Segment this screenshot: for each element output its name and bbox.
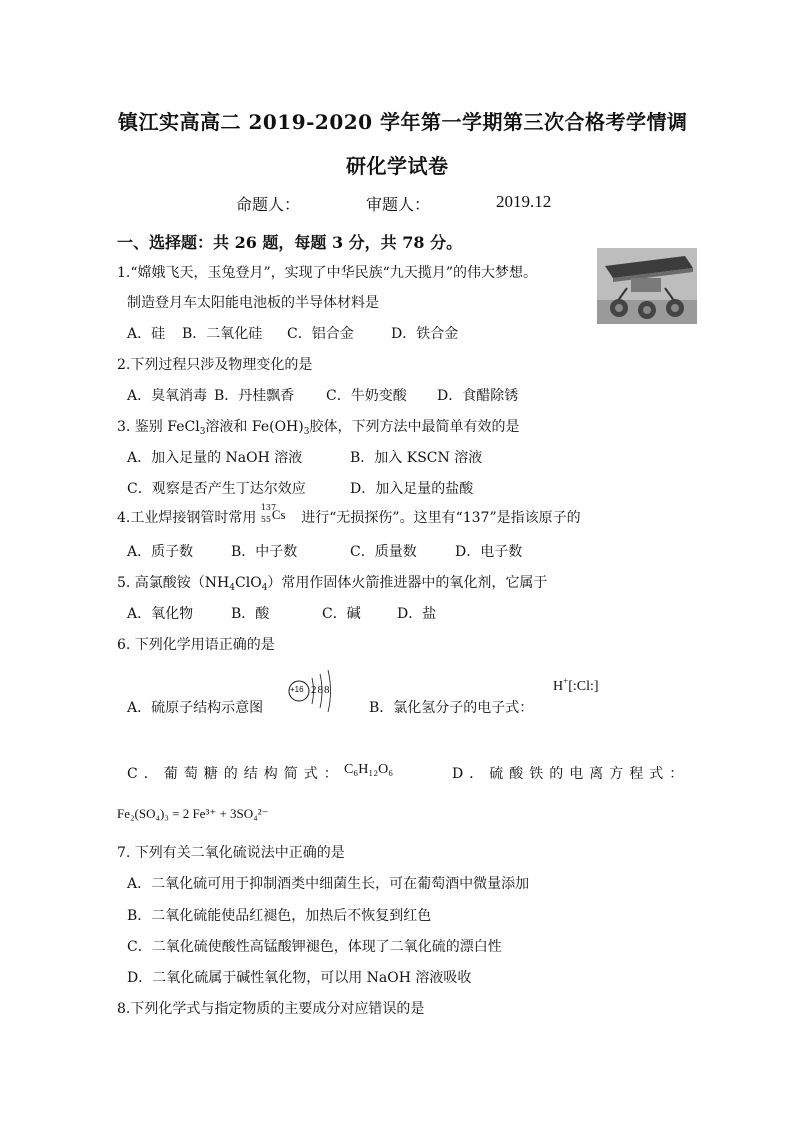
q1-option-d[interactable]: D．铁合金 <box>391 326 459 342</box>
q5-option-b[interactable]: B．酸 <box>231 606 270 622</box>
q3-options-row1 <box>0 447 794 467</box>
hcl-electron-formula: H+[:Cl:] <box>553 676 599 694</box>
lunar-rover-image <box>597 248 697 324</box>
section-heading: 一、选择题：共 26 题，每题 3 分，共 78 分。 <box>117 233 463 252</box>
q2-options <box>0 385 794 405</box>
q5-option-d[interactable]: D．盐 <box>397 606 437 622</box>
page-title-line2: 研化学试卷 <box>346 154 449 178</box>
q2-option-d[interactable]: D．食醋除锈 <box>437 388 519 404</box>
q4-option-c[interactable]: C．质量数 <box>350 544 417 560</box>
q5-stem: 5. 高氯酸铵$(NH_4ClO_4)$常用作固体火箭推进器中的氧化剂，它属于 <box>117 575 548 593</box>
q5-option-c[interactable]: C．碱 <box>322 606 361 622</box>
q7-option-a[interactable]: A．二氧化硫可用于抑制酒类中细菌生长，可在葡萄酒中微量添加 <box>127 876 530 892</box>
q3-option-d[interactable]: D．加入足量的盐酸 <box>350 481 474 497</box>
q1-option-c[interactable]: C．铝合金 <box>287 326 354 342</box>
q2-stem: 2.下列过程只涉及物理变化的是 <box>117 357 313 373</box>
q1-stem-line1: 1.“嫦娥飞天，玉兔登月”，实现了中华民族“九天揽月”的伟大梦想。 <box>117 265 537 281</box>
page-title-line1: 镇江实高高二 2019-2020 学年第一学期第三次合格考学情调 <box>118 110 688 134</box>
exam-date: 2019.12 <box>496 192 552 211</box>
q6-option-b[interactable]: B．氯化氢分子的电子式： <box>369 700 534 716</box>
q2-option-c[interactable]: C．牛奶变酸 <box>326 388 407 404</box>
q1-options <box>0 323 794 343</box>
reviewer-label: 审题人： <box>366 195 431 214</box>
electron-shells: 288 <box>311 684 331 696</box>
q3-option-a[interactable]: A．加入足量的 NaOH 溶液 <box>127 450 303 466</box>
cesium-isotope-symbol: 137 55 Cs <box>260 503 286 524</box>
q1-option-b[interactable]: B．二氧化硅 <box>182 326 263 342</box>
q5-options <box>0 603 794 623</box>
q7-stem: 7. 下列有关二氧化硫说法中正确的是 <box>117 845 345 861</box>
iron-sulfate-equation: Fe₂(SO₄)₃ = 2 Fe³⁺ + 3SO₄²⁻ <box>117 806 269 821</box>
q6-option-a[interactable]: A．硫原子结构示意图 <box>127 700 264 716</box>
q3-option-c[interactable]: C．观察是否产生丁达尔效应 <box>127 481 306 497</box>
nucleus-charge: +16 <box>290 685 304 694</box>
q8-stem: 8.下列化学式与指定物质的主要成分对应错误的是 <box>117 1001 425 1017</box>
q4-option-b[interactable]: B．中子数 <box>231 544 298 560</box>
q7-option-d[interactable]: D．二氧化硫属于碱性氧化物，可以用 NaOH 溶液吸收 <box>127 970 472 986</box>
q7-option-c[interactable]: C．二氧化硫使酸性高锰酸钾褪色，体现了二氧化硫的漂白性 <box>127 939 502 955</box>
q2-option-b[interactable]: B．丹桂飘香 <box>214 388 295 404</box>
q1-stem-line2: 制造登月车太阳能电池板的半导体材料是 <box>127 295 379 311</box>
q3-option-b[interactable]: B．加入 KSCN 溶液 <box>350 450 483 466</box>
q7-option-b[interactable]: B．二氧化硫能使品红褪色，加热后不恢复到红色 <box>127 908 432 924</box>
q6-option-d-label[interactable]: D．硫酸铁的电离方程式： <box>452 766 690 782</box>
q5-option-a[interactable]: A．氧化物 <box>127 606 194 622</box>
q3-options-row2 <box>0 478 794 498</box>
glucose-formula: C₆H₁₂O₆ <box>344 762 394 777</box>
setter-label: 命题人： <box>236 195 301 214</box>
q6-option-c-label[interactable]: C．葡萄糖的结构简式： <box>127 766 344 782</box>
q4-option-d[interactable]: D．电子数 <box>455 544 523 560</box>
q4-options <box>0 541 794 561</box>
sulfur-atom-diagram <box>286 668 346 714</box>
q3-stem: 3. 鉴别 FeCl$_3$溶液和 $Fe(OH)_3$胶体，下列方法中最简单有效的是 <box>117 419 520 437</box>
q1-option-a[interactable]: A．硅 <box>127 326 166 342</box>
q2-option-a[interactable]: A．臭氧消毒 <box>127 388 208 404</box>
q4-stem: 4.工业焊接钢管时常用 137 55 Cs 进行“无损探伤”。这里有“137”是指该原子的 <box>117 507 581 529</box>
q6-stem: 6. 下列化学用语正确的是 <box>117 637 275 653</box>
q4-option-a[interactable]: A．质子数 <box>127 544 194 560</box>
